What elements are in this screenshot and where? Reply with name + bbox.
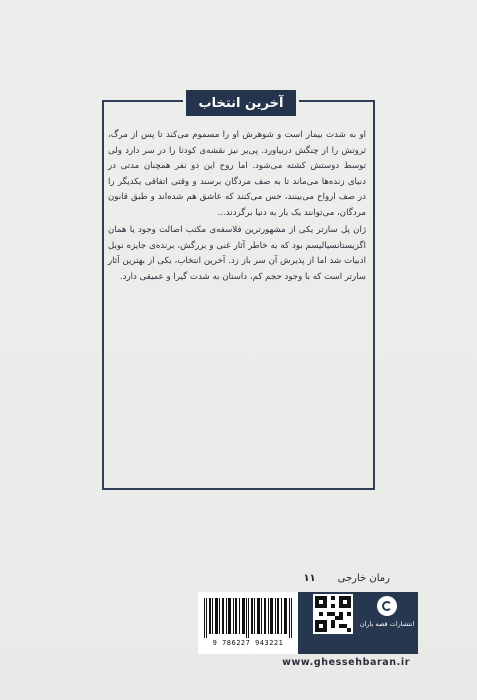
isbn-number: 9 786227 943221 <box>212 639 284 647</box>
publisher-website: www.ghessehbaran.ir <box>282 657 410 668</box>
book-title-label <box>186 90 296 116</box>
blurb-paragraph-author: ژان پل سارتر یکی از مشهورترین فلاسفه‌ی مکتب اصالت وجود یا همان اگزیستانسیالیسم بود که به خاطر آثار غنی و بزرگش، برنده‌ی جایزه نوبل ادبیات شد اما از پذیرش آن سر باز زد. آخرین انتخاب، یکی از بهترین آثار سارتر است که با وجود حجم کم، داستان به شدت گیرا و عمیقی دارد. <box>108 225 366 282</box>
blurb-paragraph-synopsis: او به شدت بیمار است و شوهرش او را مسموم می‌کند تا پس از مرگ، ثروتش را از چنگش دربیاورد. پی‌یر نیز نقشه‌ی کودتا را در سر دارد ولی توسط دوستش کشته می‌شود. اما روح این دو نفر همچنان مدتی در دنیای زنده‌ها می‌ماند تا به صف مردگان برسند و وقتی اتفاقی یکدیگر را در صف ارواح می‌بینند، حس می‌کنند که عاشق هم شده‌اند و طبق قانون مردگان، می‌توانند یک بار به دنیا برگردند... <box>108 130 366 218</box>
qr-code-icon <box>313 594 353 634</box>
barcode-icon <box>204 598 292 638</box>
isbn-barcode <box>198 592 298 654</box>
series-info <box>270 573 390 584</box>
series-number: ۱۱ <box>303 573 316 584</box>
publisher-logo <box>357 596 417 648</box>
book-title: آخرین انتخاب <box>198 95 284 111</box>
publisher-name: انتشارات قصه باران <box>359 620 415 628</box>
publisher-logo-icon <box>377 596 397 616</box>
series-label: رمان خارجی <box>337 573 390 584</box>
blurb-text <box>108 128 366 287</box>
